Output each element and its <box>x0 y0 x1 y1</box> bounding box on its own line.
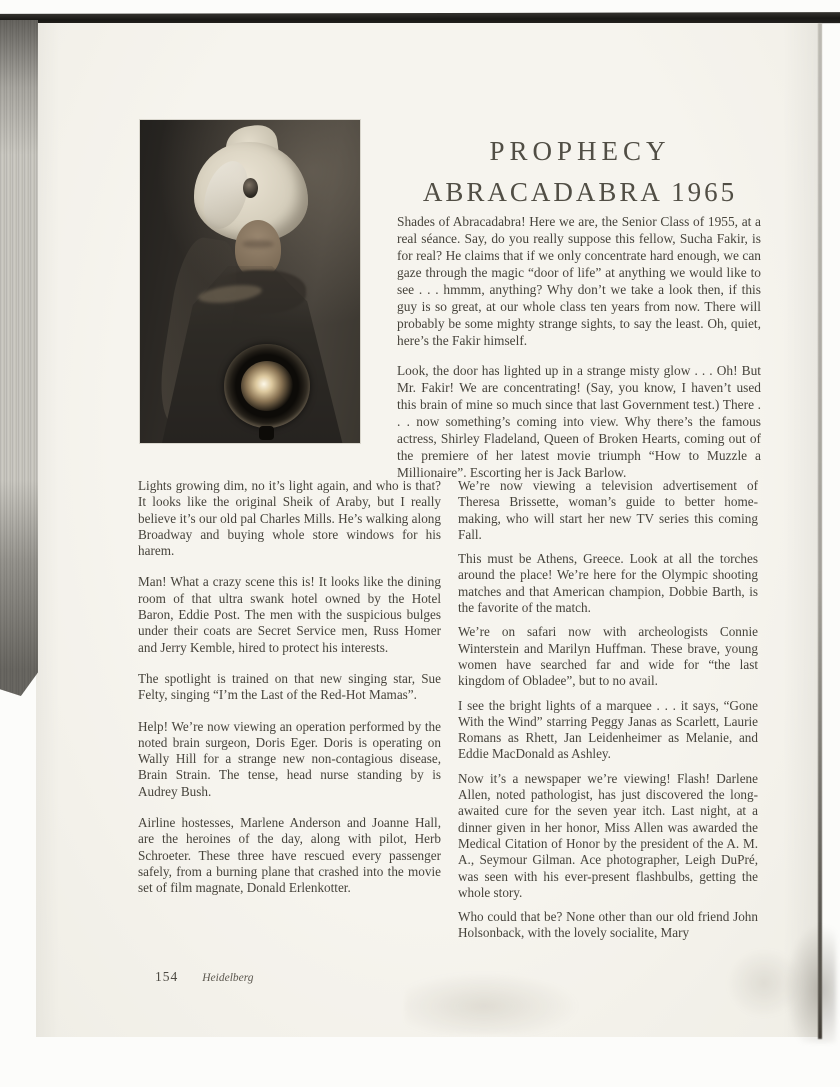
page-right-edge <box>818 23 822 1039</box>
left-column <box>138 478 441 912</box>
crystal-ball-base <box>259 426 274 440</box>
column-paragraph: Help! We’re now viewing an operation performed by the noted brain surgeon, Doris Eger. Doris is operating on Wally Hill for a strange new non-contagious disease, Brain Strain. The tense, head nurse standing by is Audrey Bush. <box>138 718 441 799</box>
intro-paragraph: Shades of Abracadabra! Here we are, the Senior Class of 1955, at a real séance. Say, do you really suppose this fellow, Sucha Fakir, is for real? He claims that if we only concentrate hard enough, we can gaze through the magic “door of life” at anything we would like to see . . . hmmm, anything? Why don’t we take a look then, if this guy is so great, at our whole class ten years from now. There will probably be some mighty strange sights, to say the least. Oh, quiet, here’s the Fakir himself. <box>397 214 761 348</box>
column-paragraph: Now it’s a newspaper we’re viewing! Flash! Darlene Allen, noted pathologist, has just discovered the long-awaited cure for the seven year itch. Last night, at a dinner given in her honor, Miss Allen was awarded the Medical Citation of Honor by the president of the A. M. A., Seymour Gilman. Ace photographer, Leigh DuPré, was seen with his ever-present flashbulbs, getting the whole story. <box>458 770 758 900</box>
yearbook-page <box>36 23 822 1037</box>
page-title <box>397 136 763 208</box>
intro-text-block <box>397 213 761 494</box>
fakir-photo <box>140 120 360 443</box>
book-title: Heidelberg <box>202 972 254 984</box>
column-paragraph: Lights growing dim, no it’s light again, and who is that? It looks like the original Sheik of Araby, but I really believe it’s our old pal Charles Mills. He’s walking along Broadway and buying whole store windows for his harem. <box>138 478 441 559</box>
column-paragraph: Man! What a crazy scene this is! It looks like the dining room of that ultra swank hotel owned by the Hotel Baron, Eddie Post. The men with the suspicious bulges under their coats are Secret Service men, Russ Homer and Jerry Kemble, hired to protect his interests. <box>138 574 441 655</box>
column-paragraph: Who could that be? None other than our old friend John Holsonback, with the lovely socialite, Mary <box>458 909 758 941</box>
page-title-line1: PROPHECY <box>489 136 671 166</box>
right-column <box>458 478 758 950</box>
scan-smudge <box>726 948 802 1018</box>
page-footer <box>155 968 254 986</box>
crystal-ball-glow <box>241 361 293 411</box>
face-shadow <box>242 240 274 248</box>
intro-paragraph: Look, the door has lighted up in a strange misty glow . . . Oh! But Mr. Fakir! We are concentrating! (Say, you know, I haven’t used this brain of mine so much since that last Government test.) There . . . now something’s coming into view. Why there’s the famous actress, Shirley Fladeland, Queen of Broken Hearts, coming out of the premiere of her latest movie triumph “How to Muzzle a Millionaire”. Escorting her is Jack Barlow. <box>397 363 761 480</box>
turban-jewel <box>243 178 258 198</box>
page-title-line2: ABRACADABRA 1965 <box>422 177 738 207</box>
column-paragraph: Airline hostesses, Marlene Anderson and Joanne Hall, are the heroines of the day, along with pilot, Herb Schroeter. These three have rescued every passenger safely, from a burning plane that crashed into the movie set of film magnate, Donald Erlenkotter. <box>138 815 441 896</box>
page-number: 154 <box>155 969 179 984</box>
column-paragraph: We’re now viewing a television advertisement of Theresa Brissette, woman’s guide to better home-making, who will start her new TV series this coming Fall. <box>458 478 758 542</box>
column-paragraph: We’re on safari now with archeologists Connie Winterstein and Marilyn Huffman. These brave, young women have searched far and wide for “the last kingdom of Obladee”, but to no avail. <box>458 624 758 689</box>
column-paragraph: I see the bright lights of a marquee . . . it says, “Gone With the Wind” starring Peggy Janas as Scarlett, Laurie Romans as Rhett, Jan Leidenheimer as Melanie, and Eddie MacDonald as Ashley. <box>458 697 758 762</box>
column-paragraph: This must be Athens, Greece. Look at all the torches around the place! We’re here for the Olympic shooting matches and that American champion, Dobbie Barth, is the favorite of the match. <box>458 551 758 616</box>
column-paragraph: The spotlight is trained on that new singing star, Sue Felty, singing “I’m the Last of the Red-Hot Mamas”. <box>138 670 441 703</box>
scan-smudge <box>405 972 580 1034</box>
book-page-edges <box>0 20 38 696</box>
